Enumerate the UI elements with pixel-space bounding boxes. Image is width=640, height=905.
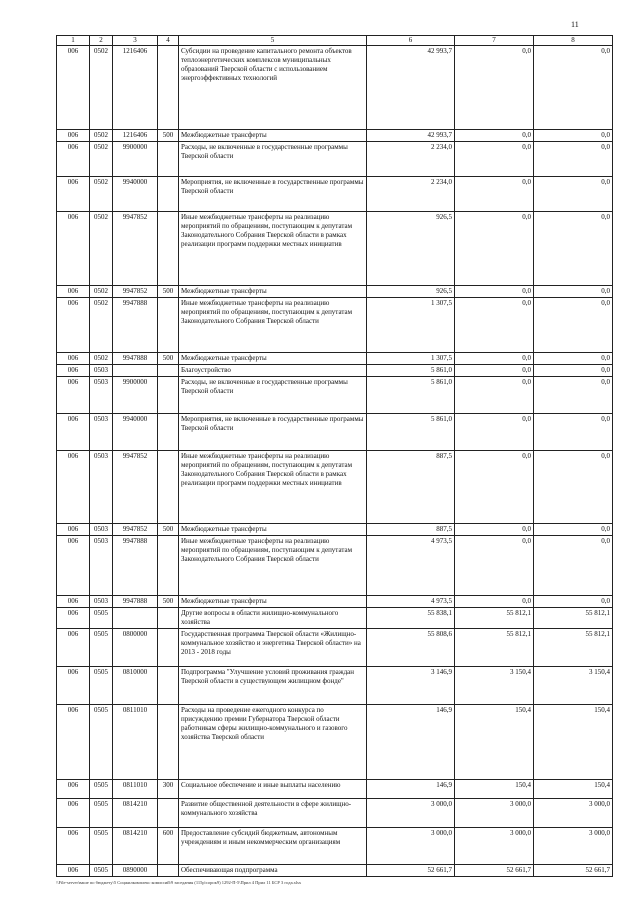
table-row <box>57 298 613 353</box>
cell-amount-year2: 0,0 <box>455 177 534 212</box>
cell-description: Расходы, не включенные в государственные программы Тверской области <box>179 377 367 414</box>
cell-target-article: 1216406 <box>113 46 158 130</box>
cell-target-article: 0811010 <box>113 780 158 799</box>
cell-expense-type: 300 <box>158 780 179 799</box>
cell-section-code: 0502 <box>90 286 113 298</box>
cell-amount-year1: 3 146,9 <box>367 667 455 705</box>
cell-amount-year1: 5 861,0 <box>367 414 455 451</box>
cell-admin-code: 006 <box>57 524 90 536</box>
cell-description: Межбюджетные трансферты <box>179 596 367 608</box>
cell-amount-year2: 0,0 <box>455 353 534 365</box>
cell-amount-year1: 55 838,1 <box>367 608 455 629</box>
cell-amount-year1: 42 993,7 <box>367 130 455 142</box>
cell-amount-year3: 55 812,1 <box>534 629 613 667</box>
cell-section-code: 0505 <box>90 865 113 877</box>
table-row <box>57 780 613 799</box>
table-row <box>57 414 613 451</box>
cell-amount-year1: 5 861,0 <box>367 365 455 377</box>
cell-target-article: 0890000 <box>113 865 158 877</box>
cell-description: Расходы, не включенные в государственные программы Тверской области <box>179 142 367 177</box>
cell-description: Благоустройство <box>179 365 367 377</box>
cell-amount-year2: 3 000,0 <box>455 828 534 865</box>
table-row <box>57 286 613 298</box>
budget-table <box>56 35 613 877</box>
cell-target-article: 0810000 <box>113 667 158 705</box>
cell-amount-year2: 52 661,7 <box>455 865 534 877</box>
cell-admin-code: 006 <box>57 667 90 705</box>
cell-target-article: 0814210 <box>113 799 158 828</box>
cell-expense-type <box>158 608 179 629</box>
cell-amount-year3: 55 812,1 <box>534 608 613 629</box>
cell-target-article: 0814210 <box>113 828 158 865</box>
cell-admin-code: 006 <box>57 799 90 828</box>
table-row <box>57 142 613 177</box>
cell-expense-type: 500 <box>158 524 179 536</box>
column-header-row <box>57 36 613 46</box>
cell-target-article: 9947888 <box>113 353 158 365</box>
cell-section-code: 0505 <box>90 828 113 865</box>
cell-amount-year3: 0,0 <box>534 286 613 298</box>
cell-section-code: 0502 <box>90 212 113 286</box>
cell-section-code: 0505 <box>90 667 113 705</box>
table-row <box>57 536 613 596</box>
column-header: 6 <box>367 36 455 46</box>
cell-admin-code: 006 <box>57 608 90 629</box>
table-row <box>57 705 613 780</box>
cell-section-code: 0503 <box>90 536 113 596</box>
cell-admin-code: 006 <box>57 298 90 353</box>
table-row <box>57 667 613 705</box>
cell-target-article: 9947852 <box>113 524 158 536</box>
cell-expense-type <box>158 414 179 451</box>
cell-description: Предоставление субсидий бюджетным, автономным учреждениям и иным некоммерческим организациям <box>179 828 367 865</box>
cell-amount-year2: 0,0 <box>455 212 534 286</box>
cell-amount-year3: 0,0 <box>534 298 613 353</box>
cell-expense-type: 500 <box>158 353 179 365</box>
cell-amount-year1: 1 307,5 <box>367 353 455 365</box>
cell-amount-year2: 0,0 <box>455 365 534 377</box>
cell-target-article: 9940000 <box>113 177 158 212</box>
page-number: 11 <box>571 20 579 29</box>
cell-amount-year2: 3 000,0 <box>455 799 534 828</box>
cell-description: Межбюджетные трансферты <box>179 524 367 536</box>
cell-admin-code: 006 <box>57 365 90 377</box>
cell-amount-year3: 0,0 <box>534 596 613 608</box>
cell-section-code: 0502 <box>90 298 113 353</box>
column-header: 1 <box>57 36 90 46</box>
cell-admin-code: 006 <box>57 451 90 524</box>
cell-amount-year3: 0,0 <box>534 377 613 414</box>
cell-amount-year2: 0,0 <box>455 596 534 608</box>
cell-amount-year3: 0,0 <box>534 46 613 130</box>
cell-expense-type <box>158 212 179 286</box>
cell-admin-code: 006 <box>57 177 90 212</box>
cell-description: Иные межбюджетные трансферты на реализацию мероприятий по обращениям, поступающим к депутатам Законодательного Собрания Тверской области в рамках реализации программ поддержки местных инициатив <box>179 451 367 524</box>
cell-amount-year1: 146,9 <box>367 705 455 780</box>
cell-description: Иные межбюджетные трансферты на реализацию мероприятий по обращениям, поступающим к депутатам Законодательного Собрания Тверской области в рамках реализации программ поддержки местных инициатив <box>179 212 367 286</box>
table-row <box>57 377 613 414</box>
cell-expense-type: 500 <box>158 130 179 142</box>
cell-expense-type <box>158 629 179 667</box>
cell-amount-year1: 4 973,5 <box>367 596 455 608</box>
cell-description: Субсидии на проведение капитального ремонта объектов теплоэнергетических комплексов муниципальных образований Тверской области с использованием энергоэффективных технологий <box>179 46 367 130</box>
cell-description: Государственная программа Тверской области «Жилищно-коммунальное хозяйство и энергетика Тверской области» на 2013 - 2018 годы <box>179 629 367 667</box>
cell-target-article: 9947888 <box>113 298 158 353</box>
cell-admin-code: 006 <box>57 705 90 780</box>
column-header: 4 <box>158 36 179 46</box>
cell-admin-code: 006 <box>57 46 90 130</box>
cell-amount-year2: 0,0 <box>455 414 534 451</box>
cell-target-article: 9947852 <box>113 286 158 298</box>
cell-target-article: 9940000 <box>113 414 158 451</box>
cell-target-article: 9947888 <box>113 536 158 596</box>
cell-target-article: 9900000 <box>113 142 158 177</box>
cell-admin-code: 006 <box>57 536 90 596</box>
cell-description: Социальное обеспечение и иные выплаты населению <box>179 780 367 799</box>
cell-section-code: 0502 <box>90 46 113 130</box>
cell-amount-year3: 150,4 <box>534 780 613 799</box>
cell-expense-type <box>158 298 179 353</box>
cell-amount-year2: 3 150,4 <box>455 667 534 705</box>
cell-amount-year2: 0,0 <box>455 130 534 142</box>
cell-amount-year1: 3 000,0 <box>367 828 455 865</box>
table-row <box>57 596 613 608</box>
cell-amount-year3: 3 150,4 <box>534 667 613 705</box>
cell-description: Межбюджетные трансферты <box>179 286 367 298</box>
cell-amount-year3: 3 000,0 <box>534 828 613 865</box>
table-row <box>57 799 613 828</box>
cell-amount-year1: 887,5 <box>367 451 455 524</box>
cell-admin-code: 006 <box>57 353 90 365</box>
cell-amount-year3: 0,0 <box>534 451 613 524</box>
cell-amount-year1: 146,9 <box>367 780 455 799</box>
cell-amount-year2: 0,0 <box>455 286 534 298</box>
cell-description: Обеспечивающая подпрограмма <box>179 865 367 877</box>
table-row <box>57 608 613 629</box>
cell-description: Иные межбюджетные трансферты на реализацию мероприятий по обращениям, поступающим к депутатам Законодательного Собрания Тверской области <box>179 298 367 353</box>
cell-expense-type <box>158 177 179 212</box>
cell-amount-year2: 150,4 <box>455 780 534 799</box>
cell-amount-year3: 0,0 <box>534 365 613 377</box>
cell-expense-type <box>158 142 179 177</box>
cell-amount-year1: 926,5 <box>367 212 455 286</box>
table-row <box>57 451 613 524</box>
cell-amount-year3: 0,0 <box>534 212 613 286</box>
cell-description: Мероприятия, не включенные в государственные программы Тверской области <box>179 177 367 212</box>
table-row <box>57 212 613 286</box>
cell-amount-year2: 55 812,1 <box>455 608 534 629</box>
table-row <box>57 865 613 877</box>
cell-description: Другие вопросы в области жилищно-коммунального хозяйства <box>179 608 367 629</box>
cell-target-article <box>113 608 158 629</box>
cell-amount-year3: 150,4 <box>534 705 613 780</box>
cell-admin-code: 006 <box>57 377 90 414</box>
cell-section-code: 0503 <box>90 596 113 608</box>
cell-target-article: 9947852 <box>113 451 158 524</box>
cell-admin-code: 006 <box>57 828 90 865</box>
cell-target-article: 9947852 <box>113 212 158 286</box>
table-row <box>57 177 613 212</box>
cell-section-code: 0505 <box>90 780 113 799</box>
cell-section-code: 0503 <box>90 524 113 536</box>
cell-description: Расходы на проведение ежегодного конкурса по присуждению премии Губернатора Тверской области работникам сферы жилищно-коммунального и газового хозяйства Тверской области <box>179 705 367 780</box>
cell-amount-year3: 0,0 <box>534 536 613 596</box>
cell-admin-code: 006 <box>57 286 90 298</box>
cell-amount-year1: 887,5 <box>367 524 455 536</box>
cell-amount-year2: 0,0 <box>455 536 534 596</box>
cell-admin-code: 006 <box>57 212 90 286</box>
cell-amount-year2: 0,0 <box>455 298 534 353</box>
cell-expense-type <box>158 705 179 780</box>
cell-section-code: 0503 <box>90 365 113 377</box>
cell-section-code: 0503 <box>90 377 113 414</box>
cell-amount-year1: 1 307,5 <box>367 298 455 353</box>
file-path-footer: \\File-server\ваше по бюджету\5 Соцжилкомплекс комиссий\9 заседания (115р\сорок9) 1292-П-5\Прил 4 Прил 11 БСР 3 года.xlsx <box>56 880 302 885</box>
cell-section-code: 0505 <box>90 705 113 780</box>
cell-admin-code: 006 <box>57 629 90 667</box>
column-header: 3 <box>113 36 158 46</box>
column-header: 5 <box>179 36 367 46</box>
cell-section-code: 0505 <box>90 608 113 629</box>
cell-section-code: 0503 <box>90 451 113 524</box>
cell-section-code: 0505 <box>90 799 113 828</box>
table-row <box>57 365 613 377</box>
cell-amount-year1: 52 661,7 <box>367 865 455 877</box>
cell-amount-year1: 42 993,7 <box>367 46 455 130</box>
cell-target-article: 0811010 <box>113 705 158 780</box>
table-row <box>57 828 613 865</box>
cell-admin-code: 006 <box>57 130 90 142</box>
cell-expense-type: 500 <box>158 286 179 298</box>
cell-section-code: 0502 <box>90 130 113 142</box>
cell-expense-type <box>158 667 179 705</box>
cell-amount-year3: 0,0 <box>534 524 613 536</box>
cell-expense-type <box>158 46 179 130</box>
cell-amount-year2: 0,0 <box>455 46 534 130</box>
cell-amount-year1: 926,5 <box>367 286 455 298</box>
cell-section-code: 0502 <box>90 353 113 365</box>
cell-amount-year1: 5 861,0 <box>367 377 455 414</box>
table-row <box>57 629 613 667</box>
cell-admin-code: 006 <box>57 865 90 877</box>
cell-amount-year3: 52 661,7 <box>534 865 613 877</box>
cell-target-article: 9900000 <box>113 377 158 414</box>
cell-amount-year2: 0,0 <box>455 524 534 536</box>
cell-section-code: 0502 <box>90 177 113 212</box>
cell-expense-type: 600 <box>158 828 179 865</box>
cell-amount-year3: 0,0 <box>534 142 613 177</box>
cell-description: Мероприятия, не включенные в государственные программы Тверской области <box>179 414 367 451</box>
cell-description: Иные межбюджетные трансферты на реализацию мероприятий по обращениям, поступающим к депутатам Законодательного Собрания Тверской области <box>179 536 367 596</box>
cell-amount-year3: 0,0 <box>534 130 613 142</box>
cell-amount-year2: 150,4 <box>455 705 534 780</box>
cell-amount-year3: 3 000,0 <box>534 799 613 828</box>
cell-section-code: 0502 <box>90 142 113 177</box>
cell-target-article: 9947888 <box>113 596 158 608</box>
cell-target-article <box>113 365 158 377</box>
cell-description: Подпрограмма "Улучшение условий проживания граждан Тверской области в существующем жилищном фонде" <box>179 667 367 705</box>
cell-expense-type <box>158 451 179 524</box>
cell-amount-year3: 0,0 <box>534 177 613 212</box>
cell-expense-type <box>158 865 179 877</box>
cell-amount-year1: 2 234,0 <box>367 177 455 212</box>
cell-admin-code: 006 <box>57 596 90 608</box>
cell-admin-code: 006 <box>57 142 90 177</box>
cell-target-article: 0800000 <box>113 629 158 667</box>
cell-amount-year2: 0,0 <box>455 451 534 524</box>
cell-amount-year3: 0,0 <box>534 414 613 451</box>
cell-description: Развитие общественной деятельности в сфере жилищно-коммунального хозяйства <box>179 799 367 828</box>
cell-amount-year1: 55 808,6 <box>367 629 455 667</box>
cell-expense-type <box>158 536 179 596</box>
cell-amount-year2: 0,0 <box>455 142 534 177</box>
cell-admin-code: 006 <box>57 414 90 451</box>
cell-target-article: 1216406 <box>113 130 158 142</box>
table-row <box>57 353 613 365</box>
cell-description: Межбюджетные трансферты <box>179 353 367 365</box>
cell-amount-year2: 55 812,1 <box>455 629 534 667</box>
cell-expense-type <box>158 799 179 828</box>
column-header: 2 <box>90 36 113 46</box>
cell-amount-year2: 0,0 <box>455 377 534 414</box>
cell-admin-code: 006 <box>57 780 90 799</box>
table-row <box>57 524 613 536</box>
cell-expense-type: 500 <box>158 596 179 608</box>
cell-expense-type <box>158 377 179 414</box>
cell-amount-year3: 0,0 <box>534 353 613 365</box>
column-header: 8 <box>534 36 613 46</box>
table-row <box>57 130 613 142</box>
column-header: 7 <box>455 36 534 46</box>
cell-expense-type <box>158 365 179 377</box>
cell-section-code: 0503 <box>90 414 113 451</box>
cell-amount-year1: 4 973,5 <box>367 536 455 596</box>
cell-section-code: 0505 <box>90 629 113 667</box>
table-row <box>57 46 613 130</box>
cell-description: Межбюджетные трансферты <box>179 130 367 142</box>
cell-amount-year1: 3 000,0 <box>367 799 455 828</box>
cell-amount-year1: 2 234,0 <box>367 142 455 177</box>
